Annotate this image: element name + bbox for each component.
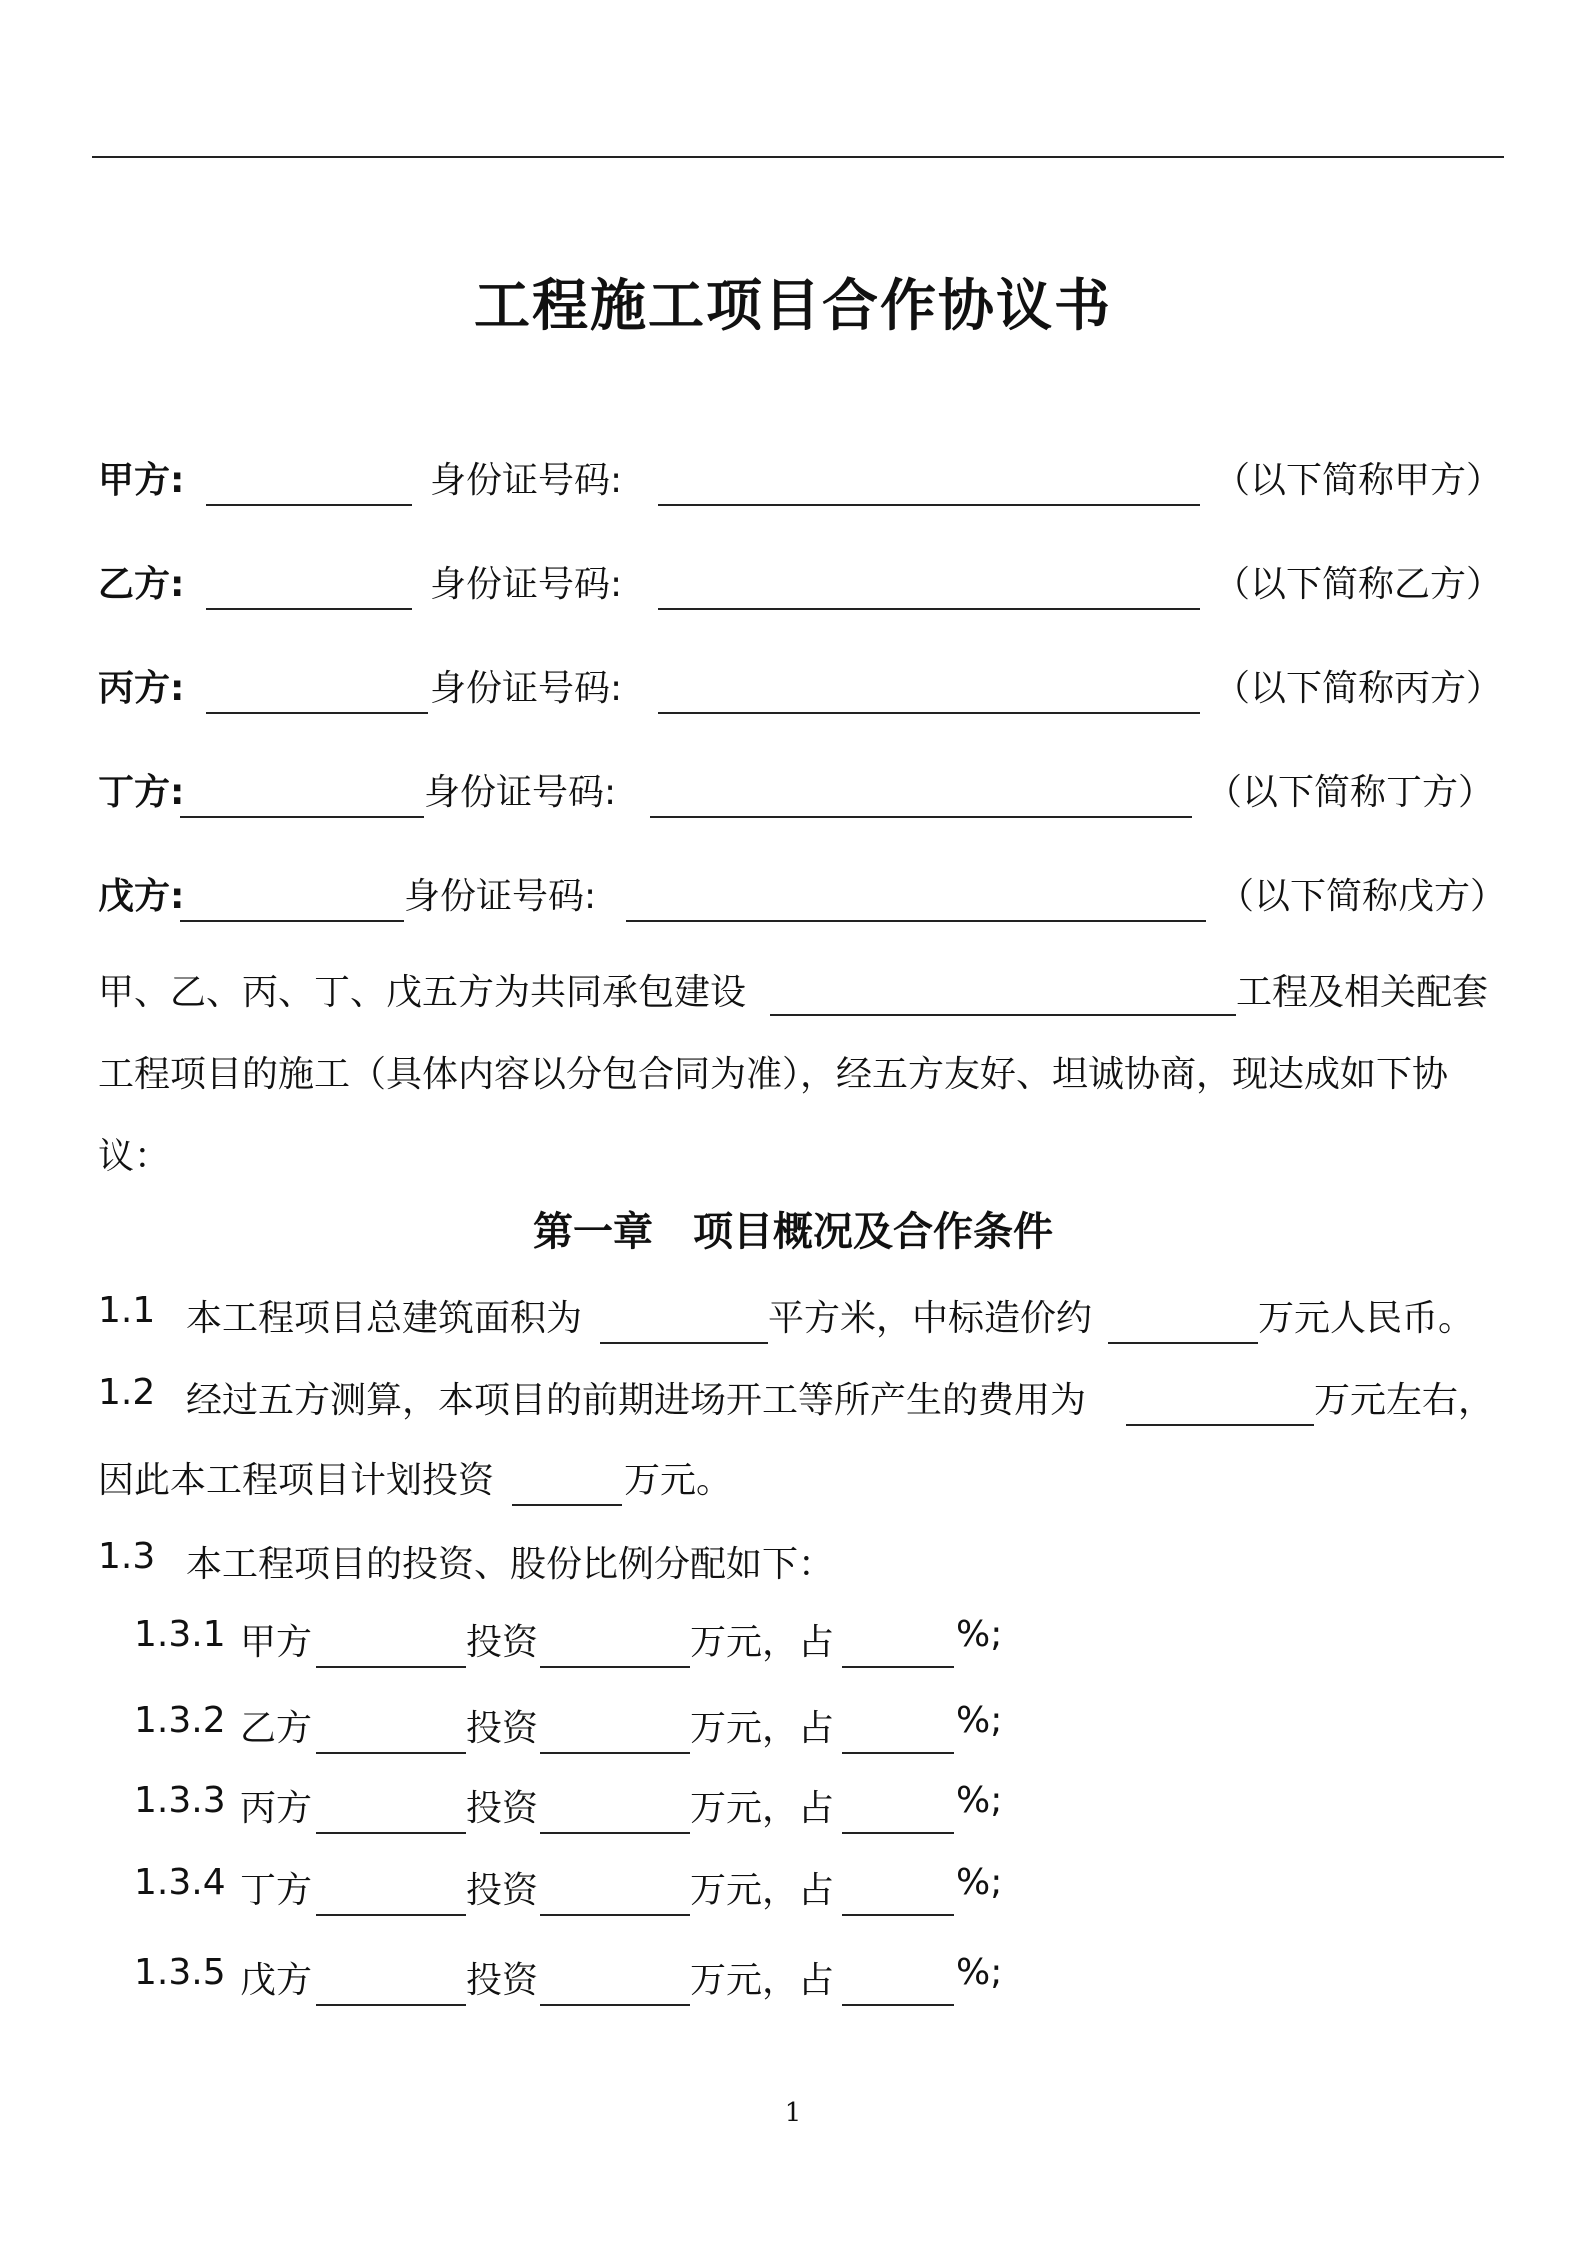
- id-number-blank[interactable]: [658, 608, 1200, 610]
- party-alias: （以下简称乙方）: [1214, 564, 1503, 605]
- allocation-number: 1.3.2: [134, 1700, 226, 1741]
- allocation-unit: 万元，占: [690, 1870, 835, 1911]
- clause-text: 万元人民币。: [1258, 1298, 1475, 1339]
- clause-number: 1.2: [98, 1372, 156, 1413]
- planned-investment-blank[interactable]: [512, 1504, 622, 1506]
- allocation-percent-blank[interactable]: [842, 1832, 954, 1834]
- party-alias: （以下简称丙方）: [1214, 668, 1503, 709]
- allocation-number: 1.3.1: [134, 1614, 226, 1655]
- allocation-party: 丁方: [240, 1870, 313, 1911]
- allocation-percent-blank[interactable]: [842, 2004, 954, 2006]
- party-name-blank[interactable]: [180, 920, 404, 922]
- party-label: 丙方:: [98, 668, 185, 709]
- intro-text: 甲、乙、丙、丁、戊五方为共同承包建设: [98, 972, 747, 1013]
- allocation-invest-label: 投资: [466, 1788, 539, 1829]
- allocation-name-blank[interactable]: [316, 1914, 466, 1916]
- party-label: 乙方:: [98, 564, 185, 605]
- startup-cost-blank[interactable]: [1126, 1424, 1314, 1426]
- intro-text: 工程项目的施工（具体内容以分包合同为准），经五方友好、坦诚协商，现达成如下协: [98, 1054, 1449, 1095]
- allocation-name-blank[interactable]: [316, 1666, 466, 1668]
- allocation-percent-blank[interactable]: [842, 1666, 954, 1668]
- id-number-label: 身份证号码:: [404, 876, 597, 917]
- allocation-party: 甲方: [240, 1622, 313, 1663]
- party-alias: （以下简称戊方）: [1218, 876, 1507, 917]
- id-number-blank[interactable]: [658, 504, 1200, 506]
- bid-price-blank[interactable]: [1108, 1342, 1258, 1344]
- allocation-name-blank[interactable]: [316, 1752, 466, 1754]
- clause-number: 1.3: [98, 1536, 156, 1577]
- clause-text: 本工程项目的投资、股份比例分配如下：: [186, 1544, 835, 1585]
- allocation-percent-sign: %;: [956, 1952, 1003, 1993]
- allocation-amount-blank[interactable]: [540, 1832, 690, 1834]
- header-rule: [92, 156, 1504, 158]
- party-label: 甲方:: [98, 460, 185, 501]
- allocation-percent-sign: %;: [956, 1862, 1003, 1903]
- clause-text: 万元。: [624, 1460, 733, 1501]
- allocation-party: 丙方: [240, 1788, 313, 1829]
- id-number-label: 身份证号码:: [424, 772, 617, 813]
- allocation-percent-sign: %;: [956, 1700, 1003, 1741]
- allocation-number: 1.3.5: [134, 1952, 226, 1993]
- page-number: 1: [784, 2098, 802, 2128]
- party-name-blank[interactable]: [206, 504, 412, 506]
- allocation-number: 1.3.3: [134, 1780, 226, 1821]
- area-blank[interactable]: [600, 1342, 768, 1344]
- party-name-blank[interactable]: [180, 816, 424, 818]
- allocation-party: 戊方: [240, 1960, 313, 2001]
- clause-text: 经过五方测算，本项目的前期进场开工等所产生的费用为: [186, 1380, 1087, 1421]
- party-label: 丁方:: [98, 772, 185, 813]
- clause-text: 本工程项目总建筑面积为: [186, 1298, 583, 1339]
- allocation-percent-blank[interactable]: [842, 1914, 954, 1916]
- chapter-title: 第一章 项目概况及合作条件: [533, 1209, 1053, 1255]
- allocation-amount-blank[interactable]: [540, 1914, 690, 1916]
- party-name-blank[interactable]: [206, 608, 412, 610]
- id-number-label: 身份证号码:: [430, 668, 623, 709]
- id-number-label: 身份证号码:: [430, 564, 623, 605]
- allocation-party: 乙方: [240, 1708, 313, 1749]
- allocation-amount-blank[interactable]: [540, 1752, 690, 1754]
- allocation-unit: 万元，占: [690, 1960, 835, 2001]
- id-number-blank[interactable]: [650, 816, 1192, 818]
- id-number-label: 身份证号码:: [430, 460, 623, 501]
- clause-text: 平方米，中标造价约: [768, 1298, 1093, 1339]
- id-number-blank[interactable]: [626, 920, 1206, 922]
- allocation-unit: 万元，占: [690, 1708, 835, 1749]
- id-number-blank[interactable]: [658, 712, 1200, 714]
- intro-text: 工程及相关配套: [1236, 972, 1489, 1013]
- allocation-unit: 万元，占: [690, 1788, 835, 1829]
- clause-text: 因此本工程项目计划投资: [98, 1460, 495, 1501]
- clause-number: 1.1: [98, 1290, 156, 1331]
- clause-text: 万元左右，: [1314, 1380, 1495, 1421]
- allocation-unit: 万元，占: [690, 1622, 835, 1663]
- party-label: 戊方:: [98, 876, 185, 917]
- allocation-invest-label: 投资: [466, 1708, 539, 1749]
- allocation-amount-blank[interactable]: [540, 2004, 690, 2006]
- party-name-blank[interactable]: [206, 712, 428, 714]
- allocation-percent-blank[interactable]: [842, 1752, 954, 1754]
- allocation-percent-sign: %;: [956, 1780, 1003, 1821]
- intro-text: 议：: [98, 1136, 171, 1177]
- project-name-blank[interactable]: [770, 1014, 1236, 1016]
- document-title: 工程施工项目合作协议书: [474, 274, 1112, 339]
- allocation-invest-label: 投资: [466, 1960, 539, 2001]
- allocation-name-blank[interactable]: [316, 1832, 466, 1834]
- allocation-invest-label: 投资: [466, 1870, 539, 1911]
- party-alias: （以下简称丁方）: [1206, 772, 1495, 813]
- allocation-percent-sign: %;: [956, 1614, 1003, 1655]
- allocation-name-blank[interactable]: [316, 2004, 466, 2006]
- allocation-invest-label: 投资: [466, 1622, 539, 1663]
- allocation-number: 1.3.4: [134, 1862, 226, 1903]
- allocation-amount-blank[interactable]: [540, 1666, 690, 1668]
- party-alias: （以下简称甲方）: [1214, 460, 1503, 501]
